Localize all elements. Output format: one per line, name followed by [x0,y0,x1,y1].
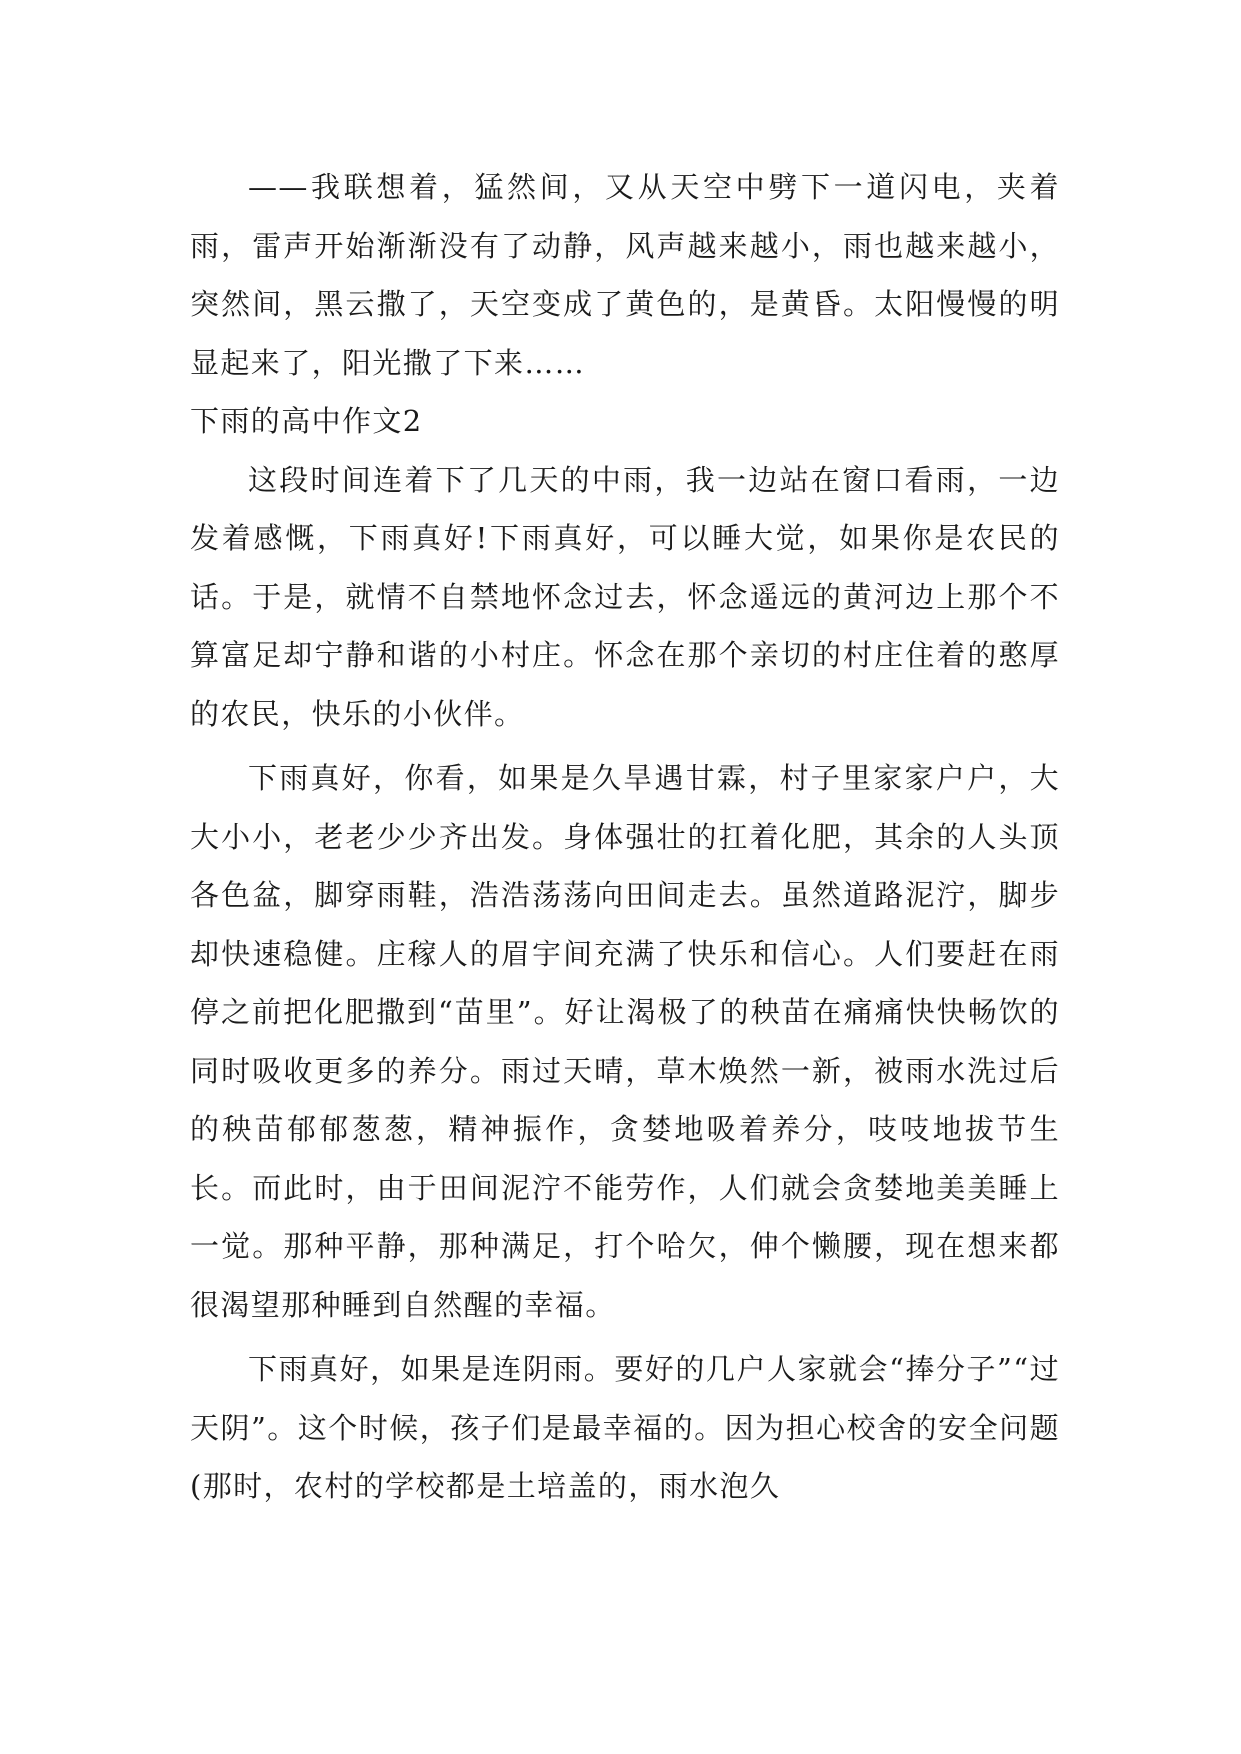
section-heading: 下雨的高中作文2 [190,404,423,438]
document-page [190,158,1060,1516]
paragraph-2: 这段时间连着下了几天的中雨，我一边站在窗口看雨，一边发着感慨，下雨真好!下雨真好，可以睡大觉，如果你是农民的话。于是，就情不自禁地怀念过去，怀念遥远的黄河边上那个不算富足却宁静和谐的小村庄。怀念在那个亲切的村庄住着的憨厚的农民，快乐的小伙伴。 [190,462,1060,731]
paragraph-3: 下雨真好，你看，如果是久旱遇甘霖，村子里家家户户，大大小小，老老少少齐出发。身体强壮的扛着化肥，其余的人头顶各色盆，脚穿雨鞋，浩浩荡荡向田间走去。虽然道路泥泞，脚步却快速稳健。庄稼人的眉宇间充满了快乐和信心。人们要赶在雨停之前把化肥撒到“苗里”。好让渴极了的秧苗在痛痛快快畅饮的同时吸收更多的养分。雨过天晴，草木焕然一新，被雨水洗过后的秧苗郁郁葱葱，精神振作，贪婪地吸着养分，吱吱地拔节生长。而此时，由于田间泥泞不能劳作，人们就会贪婪地美美睡上一觉。那种平静，那种满足，打个哈欠，伸个懒腰，现在想来都很渴望那种睡到自然醒的幸福。 [190,761,1060,1322]
paragraph-4: 下雨真好，如果是连阴雨。要好的几户人家就会“捧分子”“过天阴”。这个时候，孩子们是最幸福的。因为担心校舍的安全问题(那时，农村的学校都是土培盖的，雨水泡久 [190,1352,1060,1503]
paragraph-1: ——我联想着，猛然间，又从天空中劈下一道闪电，夹着雨，雷声开始渐渐没有了动静，风声越来越小，雨也越来越小，突然间，黑云撒了，天空变成了黄色的，是黄昏。太阳慢慢的明显起来了，阳光撒了下来…… [190,170,1060,380]
